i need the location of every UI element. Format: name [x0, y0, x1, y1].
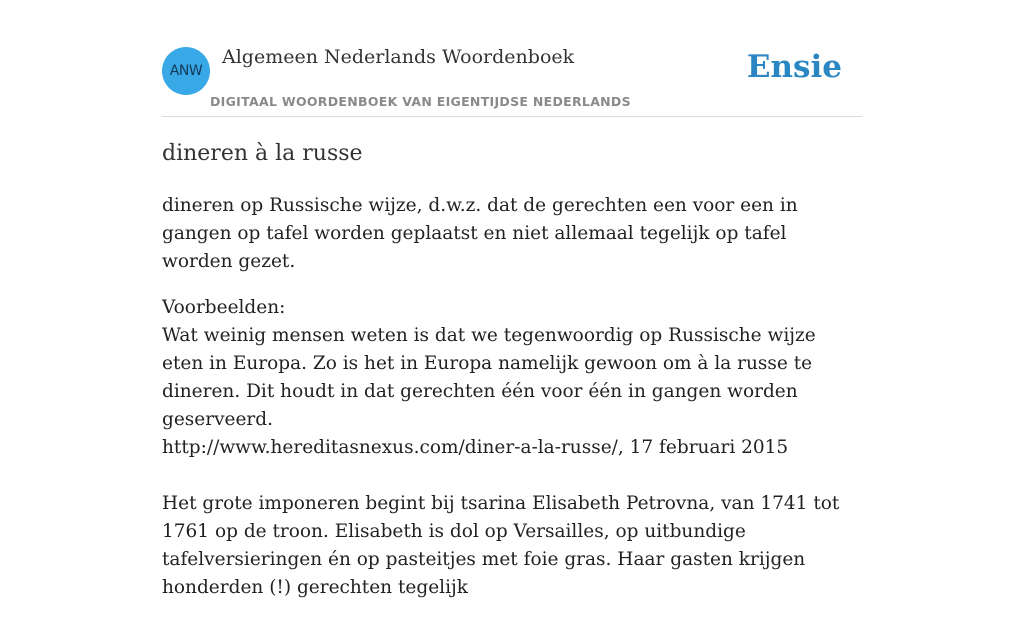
example-source: http://www.hereditasnexus.com/diner-a-la-russe/, 17 februari 2015 [162, 437, 789, 458]
site-title[interactable]: Algemeen Nederlands Woordenboek [222, 46, 575, 68]
examples-label: Voorbeelden: [162, 297, 286, 318]
entry-content [162, 138, 862, 630]
anw-logo-icon[interactable] [162, 47, 210, 95]
example-text: Het grote imponeren begint bij tsarina Elisabeth Petrovna, van 1741 tot 1761 op de troon. Elisabeth is dol op Versailles, op uitbundige tafelversieringen én op pasteitjes met foie gras. Haar gasten krijgen honderden (!) gerechten tegelijk [162, 493, 840, 598]
definition-text: dineren op Russische wijze, d.w.z. dat de gerechten een voor een in gangen op tafel worden geplaatst en niet allemaal tegelijk op tafel worden gezet. [162, 195, 798, 272]
logo-text: ANW [169, 63, 203, 79]
examples-section [162, 294, 862, 602]
example-text: Wat weinig mensen weten is dat we tegenwoordig op Russische wijze eten in Europa. Zo is het in Europa namelijk gewoon om à la russe te dineren. Dit houdt in dat gerechten één voor één in gangen worden geserveerd. [162, 325, 816, 430]
site-header [162, 0, 862, 117]
example-item [162, 490, 862, 602]
ensie-brand-link[interactable]: Ensie [746, 49, 842, 85]
example-item [162, 322, 862, 462]
page-title: dineren à la russe [162, 141, 363, 166]
site-subtitle: DIGITAAL WOORDENBOEK VAN EIGENTIJDSE NEDERLANDS [210, 94, 631, 109]
